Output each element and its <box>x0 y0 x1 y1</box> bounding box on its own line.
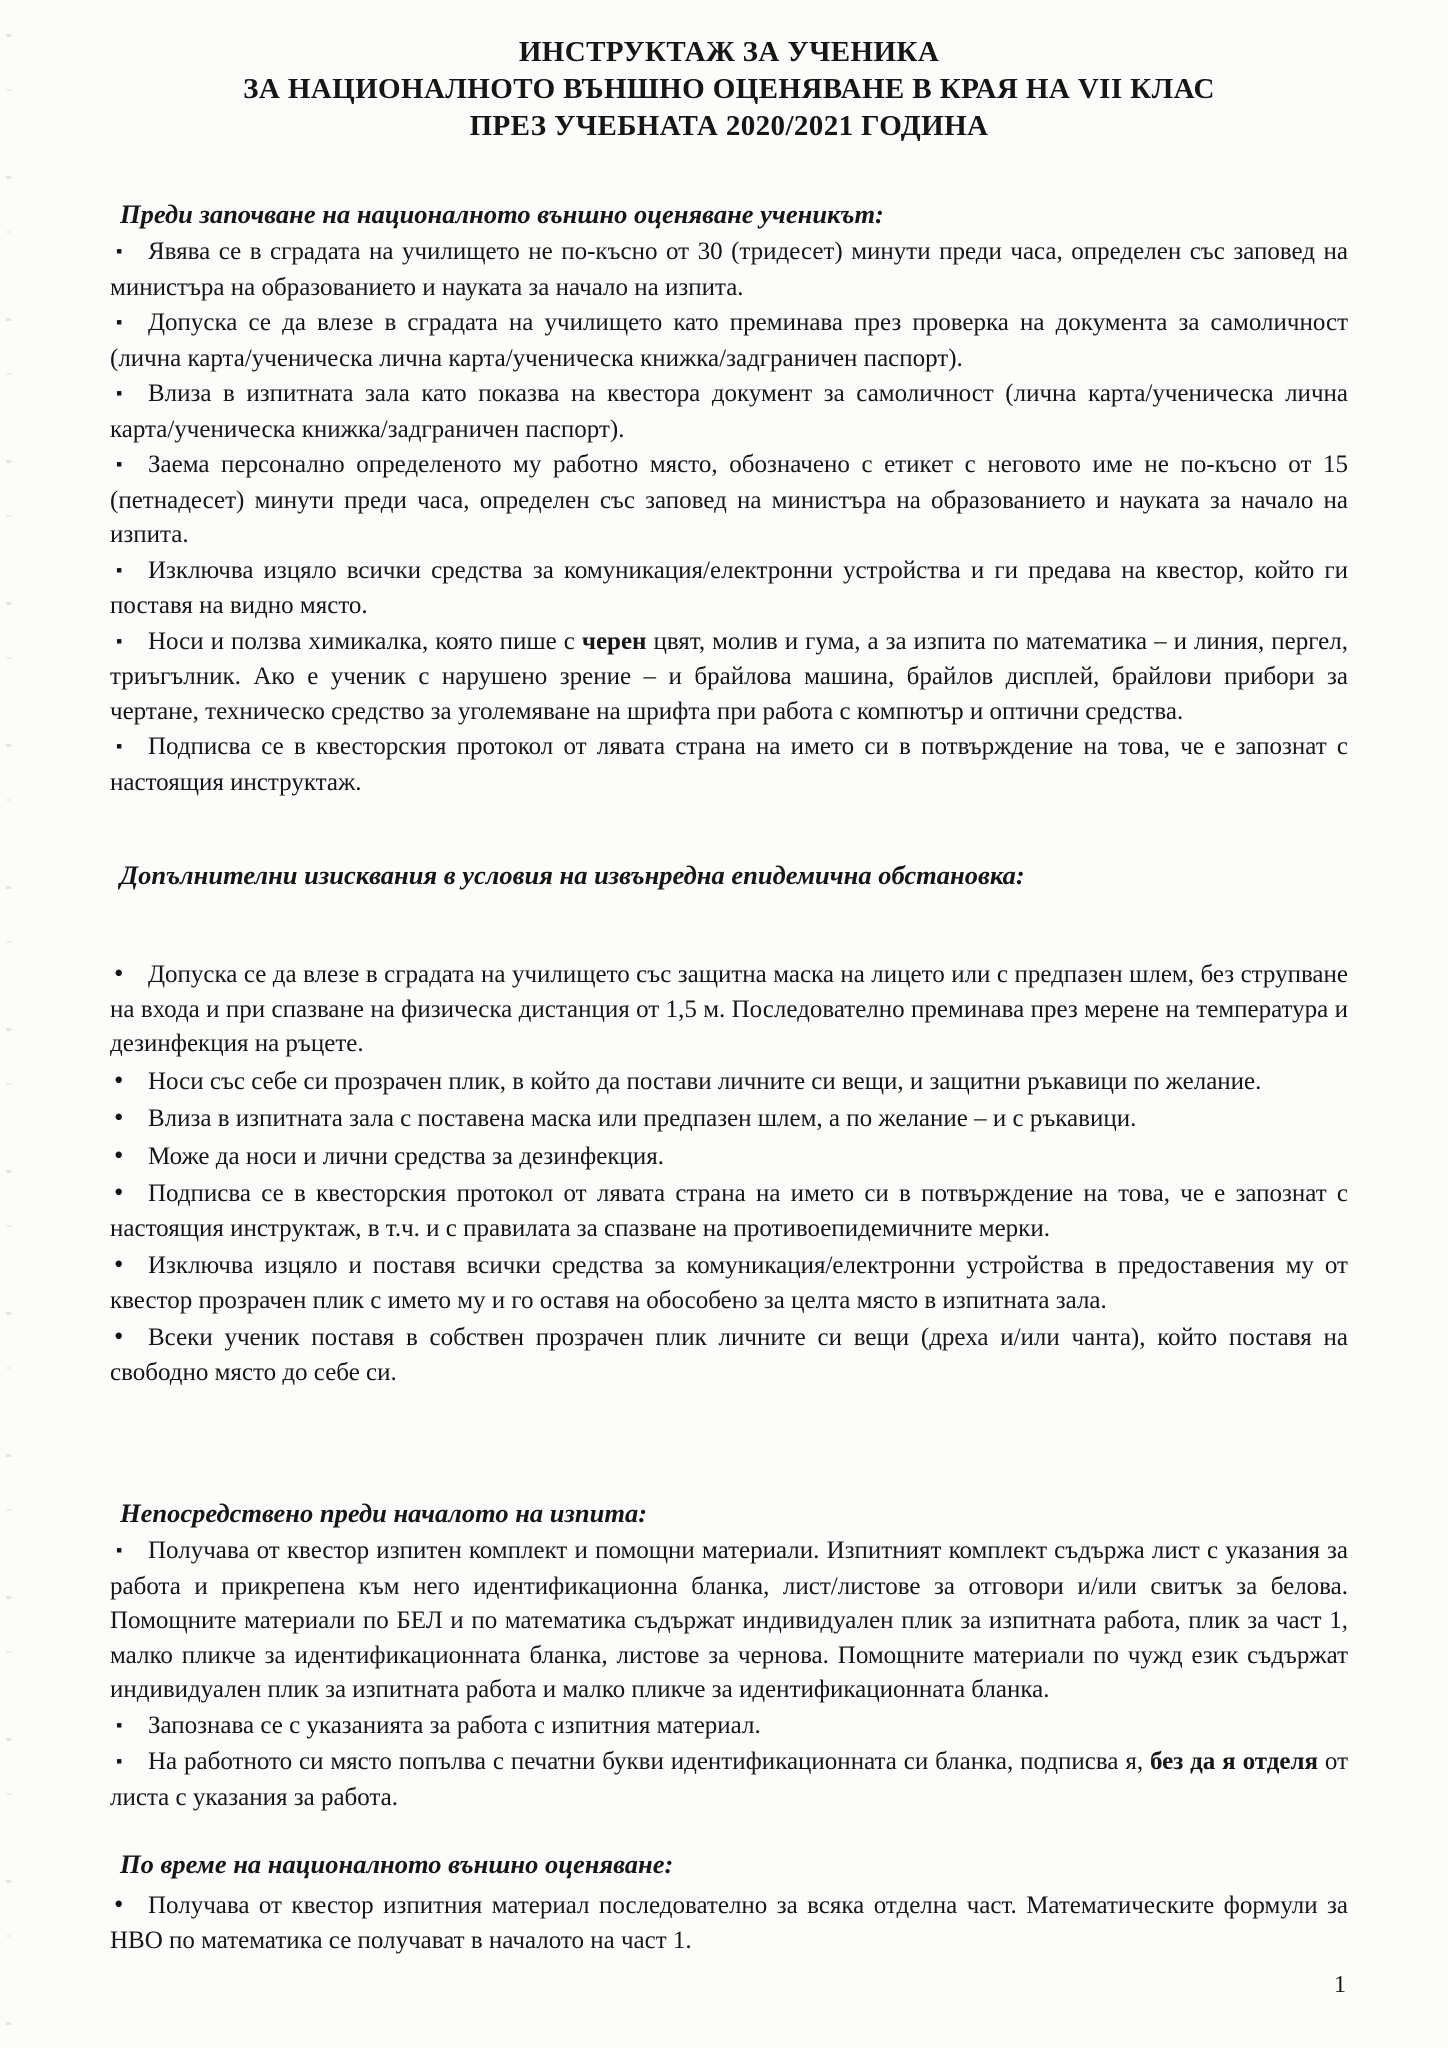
list-item-text: Запознава се с указанията за работа с изпитния материал. <box>148 1711 761 1739</box>
bullet-marker-icon <box>110 1534 148 1570</box>
bullet-list <box>110 235 1348 800</box>
list-item-text: цвят, молив и гума, а за изпита по математика – и линия, пергел, триъгълник. Ако е ученик с нарушено зрение – и брайлова машина, брайлов дисплей, брайлови прибори за чертане, техническо средство за уголемяване на шрифта при работа с компютър и оптични средства. <box>110 627 1349 725</box>
list-item-text: Получава от квестор изпитния материал последователно за всяка отделна част. Математическите формули за НВО по математика се получават в началото на част 1. <box>110 1892 1348 1954</box>
list-item-text: без да я отделя <box>1149 1748 1319 1775</box>
bullet-marker-icon <box>110 1709 148 1745</box>
bullet-marker-icon <box>110 1319 148 1356</box>
list-item-text: Подписва се в квесторския протокол от лявата страна на името си в потвърждение на това, че е запознат с настоящия инструктаж, в т.ч. и с правилата за спазване на противоепидемичните мерки. <box>110 1180 1348 1242</box>
bullet-marker-icon <box>110 1138 148 1175</box>
list-item <box>110 730 1348 800</box>
list-item <box>110 1247 1348 1318</box>
list-item-text: Получава от квестор изпитен комплект и помощни материали. Изпитният комплект съдържа лист с указания за работа и прикрепена към него идентификационна бланка, лист/листове за отговори и/или свитък за белова. Помощните материали по БЕЛ и по математика съдържат индивидуален плик за изпитната работа, плик за част 1, малко пликче за идентификационната бланка, листове за чернова. Помощните материали по чужд език съдържат индивидуален плик за изпитната работа и малко пликче за идентификационната бланка. <box>110 1537 1348 1703</box>
bullet-marker-icon <box>110 1887 148 1924</box>
bullet-list <box>110 1534 1348 1815</box>
title-line-2: ЗА НАЦИОНАЛНОТО ВЪНШНО ОЦЕНЯВАНЕ В КРАЯ НА VII КЛАС <box>243 73 1215 105</box>
list-item-text: Носи със себе си прозрачен плик, в който да постави личните си вещи, и защитни ръкавици по желание. <box>148 1067 1262 1095</box>
section-epidemic-requirements <box>110 858 1348 1390</box>
bullet-list <box>110 956 1348 1390</box>
list-item <box>110 235 1348 305</box>
list-item <box>110 1063 1348 1100</box>
list-item-text: черен <box>581 627 647 655</box>
list-item <box>110 1709 1348 1745</box>
list-item <box>110 1745 1348 1815</box>
list-item-text: Допуска се да влезе в сградата на училището със защитна маска на лицето или с предпазен шлем, без струпване на входа и при спазване на физическа дистанция от 1,5 м. Последователно преминава през мерене на температура и дезинфекция на ръцете. <box>110 961 1348 1057</box>
list-item-text: Явява се в сградата на училището не по-късно от 30 (тридесет) минути преди часа, определен със заповед на министъра на образованието и науката за начало на изпита. <box>110 238 1348 301</box>
list-item <box>110 1319 1348 1390</box>
list-item-text: Изключва изцяло и поставя всички средства за комуникация/електронни устройства в предоставения му от квестор прозрачен плик с името му и го оставя на обособено за целта място в изпитната зала. <box>110 1252 1348 1314</box>
list-item-text: Влиза в изпитната зала с поставена маска или предпазен шлем, а по желание – и с ръкавици. <box>148 1105 1137 1132</box>
bullet-marker-icon <box>110 306 148 342</box>
list-item-text: На работното си място попълва с печатни букви идентификационната си бланка, подписва я, <box>148 1748 1150 1775</box>
list-item <box>110 1887 1348 1958</box>
bullet-marker-icon <box>110 1100 148 1137</box>
section-heading: Непосредствено преди началото на изпита: <box>120 1498 648 1528</box>
section-before-exam <box>110 197 1348 800</box>
list-item <box>110 956 1348 1062</box>
list-item <box>110 625 1348 730</box>
list-item <box>110 448 1348 553</box>
bullet-list <box>110 1887 1348 1958</box>
bullet-marker-icon <box>110 448 148 484</box>
list-item <box>110 306 1348 376</box>
list-item-text: Подписва се в квесторския протокол от лявата страна на името си в потвърждение на това, че е запознат с настоящия инструктаж. <box>110 733 1348 796</box>
list-item-text: Всеки ученик поставя в собствен прозрачен плик личните си вещи (дреха и/или чанта), който поставя на свободно място до себе си. <box>110 1324 1348 1386</box>
scan-edge-artifacts <box>6 0 11 2048</box>
list-item-text: Може да носи и лични средства за дезинфекция. <box>148 1142 664 1170</box>
bullet-marker-icon <box>110 625 148 661</box>
bullet-marker-icon <box>110 377 148 413</box>
list-item-text: Допуска се да влезе в сградата на училището като преминава през проверка на документа за самоличност (лична карта/ученическа лична карта/ученическа книжка/задграничен паспорт). <box>110 309 1348 372</box>
bullet-marker-icon <box>110 956 148 993</box>
list-item <box>110 1138 1348 1175</box>
bullet-marker-icon <box>110 1745 148 1781</box>
list-item-text: Заема персонално определеното му работно място, обозначено с етикет с неговото име не по-късно от 15 (петнадесет) минути преди часа, определен със заповед на министъра на образованието и науката за начало на изпита. <box>110 451 1348 548</box>
list-item <box>110 1534 1348 1708</box>
section-heading: Допълнителни изисквания в условия на извънредна епидемична обстановка: <box>120 860 1025 890</box>
section-heading: Преди започване на националното външно оценяване ученикът: <box>120 199 884 229</box>
list-item <box>110 1100 1348 1137</box>
section-immediately-before-exam <box>110 1496 1348 1815</box>
bullet-marker-icon <box>110 1247 148 1284</box>
bullet-marker-icon <box>110 1063 148 1100</box>
list-item <box>110 1175 1348 1246</box>
bullet-marker-icon <box>110 730 148 766</box>
list-item-text: Изключва изцяло всички средства за комуникация/електронни устройства и ги предава на квестор, който ги поставя на видно място. <box>110 556 1348 619</box>
list-item <box>110 554 1348 624</box>
list-item <box>110 377 1348 447</box>
bullet-marker-icon <box>110 235 148 271</box>
bullet-marker-icon <box>110 1175 148 1212</box>
list-item-text: от листа с указания за работа. <box>110 1748 1348 1811</box>
section-heading: По време на националното външно оценяване: <box>120 1849 674 1879</box>
title-line-1: ИНСТРУКТАЖ ЗА УЧЕНИКА <box>518 36 940 68</box>
document-title <box>110 34 1348 145</box>
section-during-exam <box>110 1847 1348 1958</box>
list-item-text: Носи и ползва химикалка, която пише с <box>148 627 582 655</box>
list-item-text: Влиза в изпитната зала като показва на квестора документ за самоличност (лична карта/ученическа лична карта/ученическа книжка/задграничен паспорт). <box>110 380 1348 443</box>
title-line-3: ПРЕЗ УЧЕБНАТА 2020/2021 ГОДИНА <box>469 110 989 142</box>
bullet-marker-icon <box>110 554 148 590</box>
page-number: 1 <box>1334 1972 1346 1998</box>
